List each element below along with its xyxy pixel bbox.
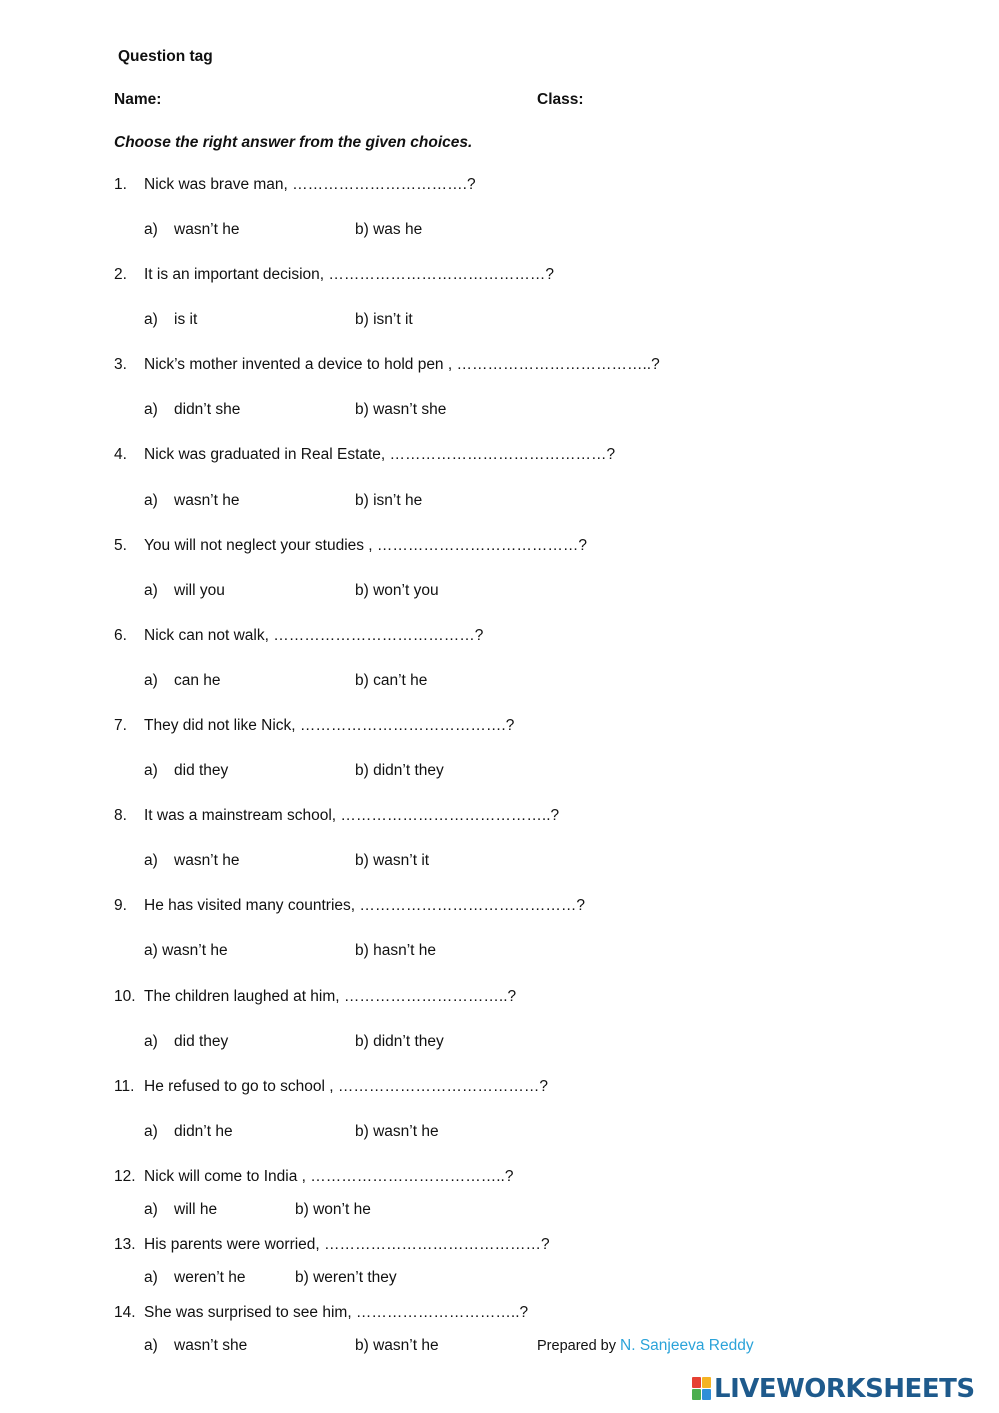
logo-text: LIVEWORKSHEETS [714,1374,975,1404]
question-text: Nick can not walk, …………………………………? [144,627,484,644]
option-a[interactable]: didn’t she [174,401,241,418]
question-number: 13. [114,1236,136,1253]
option-a[interactable]: wasn’t he [174,852,240,869]
question-text: They did not like Nick, ………………………………….? [144,717,515,734]
name-label: Name: [114,91,162,108]
logo-square-blue [702,1389,711,1400]
question-number: 14. [114,1304,136,1321]
option-b[interactable]: b) hasn’t he [355,942,436,959]
option-a[interactable]: a) wasn’t he [144,942,228,959]
question-text: She was surprised to see him, …………………………..? [144,1304,529,1321]
option-b[interactable]: b) wasn’t he [355,1337,439,1354]
question-text: It is an important decision, ……………………………………? [144,266,554,283]
option-b[interactable]: b) didn’t they [355,1033,444,1050]
question-number: 8. [114,807,127,824]
option-b[interactable]: b) didn’t they [355,762,444,779]
question-number: 6. [114,627,127,644]
option-a[interactable]: wasn’t she [174,1337,248,1354]
option-a-letter[interactable]: a) [144,1337,158,1354]
option-a-letter[interactable]: a) [144,1269,158,1286]
author-name: N. Sanjeeva Reddy [620,1337,754,1354]
option-b[interactable]: b) can’t he [355,672,428,689]
option-a-letter[interactable]: a) [144,1123,158,1140]
class-label: Class: [537,91,584,108]
question-text: He has visited many countries, ……………………………………? [144,897,585,914]
option-a[interactable]: didn’t he [174,1123,233,1140]
question-number: 9. [114,897,127,914]
liveworksheets-logo-icon [692,1377,712,1401]
question-text: Nick will come to India , ………………………………..? [144,1168,514,1185]
option-b[interactable]: b) wasn’t he [355,1123,439,1140]
option-a[interactable]: can he [174,672,221,689]
option-a[interactable]: is it [174,311,198,328]
question-text: Nick was brave man, …………………………….? [144,176,476,193]
option-a-letter[interactable]: a) [144,492,158,509]
option-a[interactable]: wasn’t he [174,492,240,509]
option-b[interactable]: b) isn’t he [355,492,423,509]
option-b[interactable]: b) wasn’t she [355,401,447,418]
option-b[interactable]: b) won’t he [295,1201,371,1218]
option-a[interactable]: wasn’t he [174,221,240,238]
option-a-letter[interactable]: a) [144,401,158,418]
option-b[interactable]: b) wasn’t it [355,852,430,869]
question-text: You will not neglect your studies , …………………………………? [144,537,588,554]
option-b[interactable]: b) isn’t it [355,311,413,328]
question-number: 1. [114,176,127,193]
question-number: 7. [114,717,127,734]
option-a-letter[interactable]: a) [144,221,158,238]
option-b[interactable]: b) was he [355,221,423,238]
credit-line [537,1336,754,1356]
worksheet-title: Question tag [118,48,213,65]
option-a[interactable]: did they [174,762,229,779]
question-text: Nick was graduated in Real Estate, ……………………………………? [144,446,616,463]
option-a-letter[interactable]: a) [144,852,158,869]
option-b[interactable]: b) won’t you [355,582,439,599]
instructions: Choose the right answer from the given choices. [114,134,473,151]
option-a[interactable]: weren’t he [174,1269,246,1286]
logo-square-yellow [702,1377,711,1388]
option-a-letter[interactable]: a) [144,1201,158,1218]
question-number: 12. [114,1168,136,1185]
option-b[interactable]: b) weren’t they [295,1269,397,1286]
question-text: It was a mainstream school, …………………………………..? [144,807,560,824]
question-number: 10. [114,988,136,1005]
option-a-letter[interactable]: a) [144,762,158,779]
question-text: The children laughed at him, …………………………..? [144,988,517,1005]
option-a[interactable]: will you [174,582,225,599]
question-text: Nick’s mother invented a device to hold pen , ………………………………..? [144,356,660,373]
question-text: He refused to go to school , …………………………………? [144,1078,548,1095]
option-a-letter[interactable]: a) [144,582,158,599]
logo-square-green [692,1389,701,1400]
option-a-letter[interactable]: a) [144,672,158,689]
question-number: 3. [114,356,127,373]
question-number: 4. [114,446,127,463]
question-number: 2. [114,266,127,283]
question-number: 11. [114,1078,135,1095]
question-number: 5. [114,537,127,554]
logo-square-red [692,1377,701,1388]
question-text: His parents were worried, ……………………………………? [144,1236,550,1253]
prepared-by-label: Prepared by [537,1338,616,1354]
option-a-letter[interactable]: a) [144,1033,158,1050]
liveworksheets-logo [692,1374,988,1404]
option-a-letter[interactable]: a) [144,311,158,328]
option-a[interactable]: did they [174,1033,229,1050]
option-a[interactable]: will he [174,1201,218,1218]
